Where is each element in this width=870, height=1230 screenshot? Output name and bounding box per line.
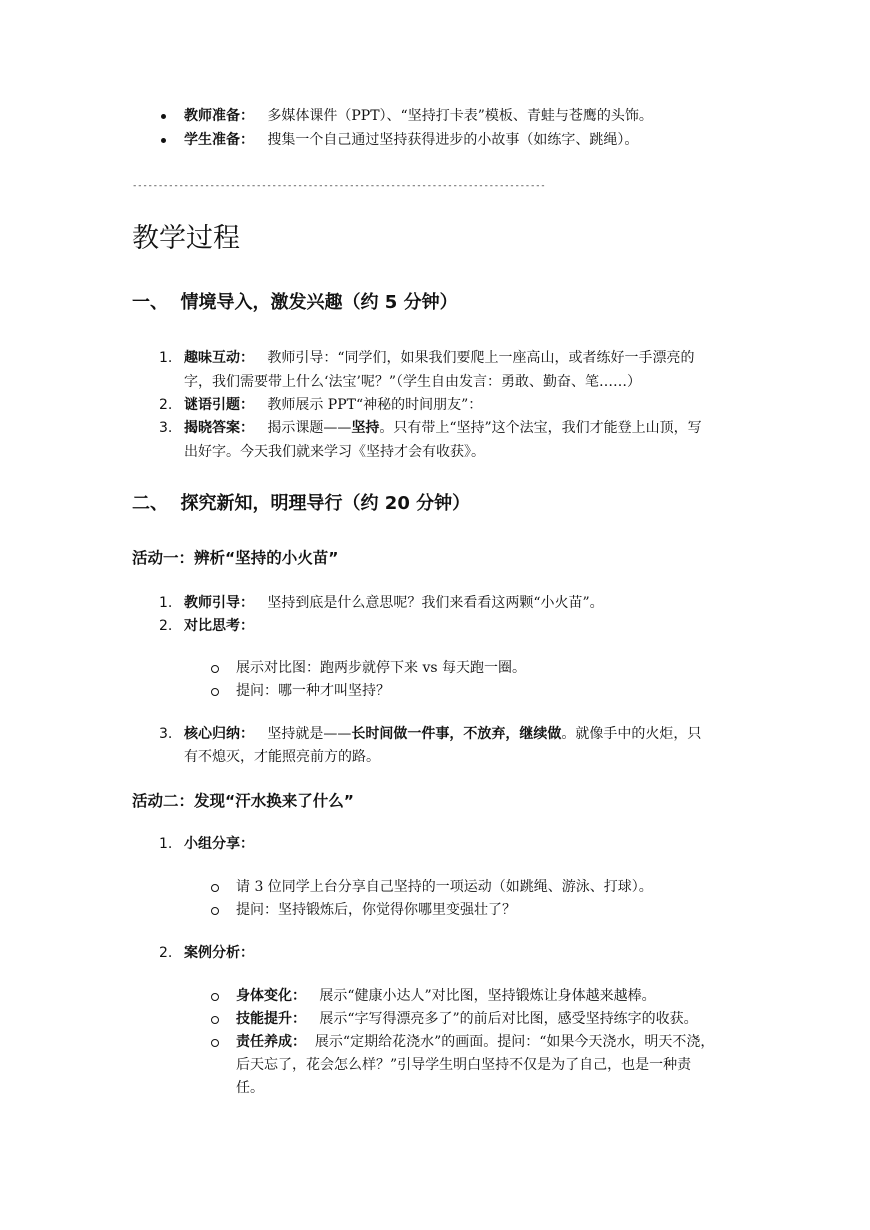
sub-label: 责任养成： bbox=[236, 1034, 306, 1050]
activity-heading: 活动二：发现“汗水换来了什么” bbox=[132, 792, 354, 810]
prep-student bbox=[184, 130, 638, 150]
prep-text: 多媒体课件（PPT）、“坚持打卡表”模板、青蛙与苍鹰的头饰。 bbox=[267, 108, 653, 124]
prep-teacher bbox=[184, 106, 653, 126]
list-item bbox=[184, 418, 702, 438]
activity-heading: 活动一：辨析“坚持的小火苗” bbox=[132, 549, 339, 567]
section-heading: 一、 情境导入，激发兴趣（约 5 分钟） bbox=[132, 292, 458, 313]
list-item bbox=[184, 348, 695, 368]
bullet-dot bbox=[161, 114, 166, 119]
item-label: 对比思考： bbox=[184, 618, 254, 634]
sub-text: 展示“字写得漂亮多了”的前后对比图，感受坚持练字的收获。 bbox=[319, 1011, 698, 1027]
list-number: 1. bbox=[159, 350, 173, 366]
list-number: 2. bbox=[159, 397, 173, 413]
list-item bbox=[184, 616, 254, 636]
sub-item bbox=[236, 1009, 698, 1029]
item-label: 教师引导： bbox=[184, 595, 254, 611]
item-emphasis: 坚持 bbox=[351, 420, 380, 436]
list-number: 3. bbox=[159, 420, 173, 436]
item-label: 谜语引题： bbox=[184, 397, 254, 413]
list-number: 2. bbox=[159, 618, 173, 634]
item-text: 。只有带上“坚持”这个法宝，我们才能登上山顶，写 bbox=[379, 420, 702, 436]
list-item bbox=[184, 593, 604, 613]
item-text: 坚持到底是什么意思呢？我们来看看这两颗“小火苗”。 bbox=[267, 595, 604, 611]
bullet-dot bbox=[161, 138, 166, 143]
list-item bbox=[184, 395, 482, 415]
sub-label: 技能提升： bbox=[236, 1011, 306, 1027]
item-emphasis: 长时间做一件事，不放弃，继续做 bbox=[351, 726, 562, 742]
section-heading: 二、 探究新知，明理导行（约 20 分钟） bbox=[132, 493, 471, 514]
sub-bullet bbox=[211, 993, 219, 1001]
sub-bullet bbox=[211, 688, 219, 696]
list-number: 2. bbox=[159, 945, 173, 961]
prep-text: 搜集一个自己通过坚持获得进步的小故事（如练字、跳绳）。 bbox=[267, 132, 639, 148]
list-item bbox=[184, 943, 254, 963]
sub-item bbox=[236, 986, 656, 1006]
item-text: 教师展示 PPT“神秘的时间朋友”： bbox=[267, 397, 483, 413]
sub-bullet bbox=[211, 665, 219, 673]
sub-item: 提问：哪一种才叫坚持？ bbox=[236, 683, 390, 699]
item-text-cont: 有不熄灭，才能照亮前方的路。 bbox=[184, 749, 380, 765]
sub-bullet bbox=[211, 884, 219, 892]
sub-label: 身体变化： bbox=[236, 988, 306, 1004]
sub-bullet bbox=[211, 907, 219, 915]
prep-label: 教师准备： bbox=[184, 108, 254, 124]
list-number: 1. bbox=[159, 595, 173, 611]
sub-bullet bbox=[211, 1039, 219, 1047]
item-label: 揭晓答案： bbox=[184, 420, 254, 436]
item-text: 教师引导：“同学们，如果我们要爬上一座高山，或者练好一手漂亮的 bbox=[267, 350, 695, 366]
list-item bbox=[184, 724, 701, 744]
item-text-cont: 字，我们需要带上什么‘法宝’呢？”（学生自由发言：勇敢、勤奋、笔……） bbox=[184, 374, 642, 390]
item-label: 案例分析： bbox=[184, 945, 254, 961]
item-text-cont: 出好字。今天我们就来学习《坚持才会有收获》。 bbox=[184, 444, 485, 460]
divider: -------------------------------------------------------------------------------- bbox=[132, 181, 546, 191]
sub-text-cont: 任。 bbox=[236, 1080, 264, 1096]
item-text: 揭示课题—— bbox=[267, 420, 352, 436]
sub-item bbox=[236, 1032, 714, 1052]
item-label: 核心归纳： bbox=[184, 726, 254, 742]
item-label: 趣味互动： bbox=[184, 350, 254, 366]
sub-item: 提问：坚持锻炼后，你觉得你哪里变强壮了？ bbox=[236, 902, 516, 918]
sub-text-cont: 后天忘了，花会怎么样？”引导学生明白坚持不仅是为了自己，也是一种责 bbox=[236, 1057, 692, 1073]
sub-bullet bbox=[211, 1016, 219, 1024]
sub-text: 展示“健康小达人”对比图，坚持锻炼让身体越来越棒。 bbox=[319, 988, 656, 1004]
page-title: 教学过程 bbox=[132, 223, 240, 254]
list-item bbox=[184, 834, 254, 854]
item-text: 坚持就是—— bbox=[267, 726, 352, 742]
item-label: 小组分享： bbox=[184, 836, 254, 852]
item-text: 。就像手中的火炬，只 bbox=[561, 726, 702, 742]
list-number: 1. bbox=[159, 836, 173, 852]
list-number: 3. bbox=[159, 726, 173, 742]
sub-item: 请 3 位同学上台分享自己坚持的一项运动（如跳绳、游泳、打球）。 bbox=[236, 879, 653, 895]
sub-text: 展示“定期给花浇水”的画面。提问：“如果今天浇水，明天不浇， bbox=[314, 1034, 715, 1050]
prep-label: 学生准备： bbox=[184, 132, 254, 148]
sub-item: 展示对比图：跑两步就停下来 vs 每天跑一圈。 bbox=[236, 660, 526, 676]
